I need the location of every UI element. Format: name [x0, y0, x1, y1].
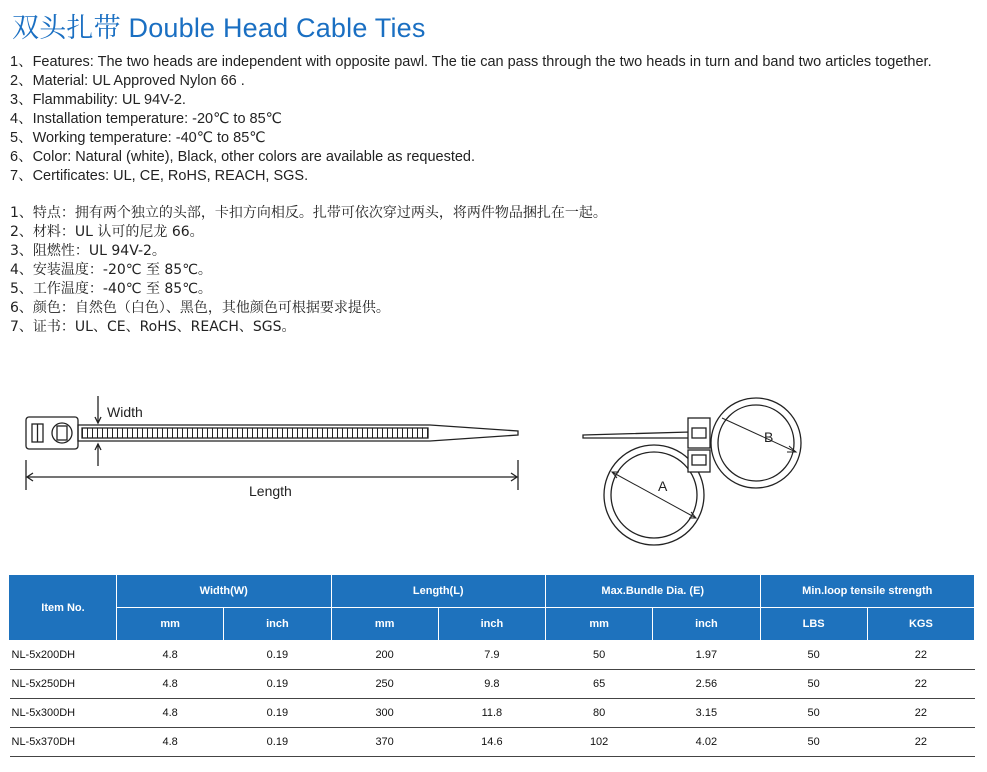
table-cell: 4.02 — [653, 728, 760, 757]
unit-header: LBS — [760, 608, 867, 641]
spec-table — [9, 574, 975, 757]
table-cell: 80 — [546, 699, 653, 728]
table-cell: NL-5x200DH — [10, 641, 117, 670]
table-cell: 50 — [760, 641, 867, 670]
table-cell: 11.8 — [438, 699, 545, 728]
group-header: Max.Bundle Dia. (E) — [546, 575, 761, 608]
features-list-chinese — [10, 204, 607, 337]
table-cell: 65 — [546, 670, 653, 699]
feature-item: 3、Flammability: UL 94V-2. — [10, 92, 186, 108]
table-cell: 3.15 — [653, 699, 760, 728]
table-cell: 14.6 — [438, 728, 545, 757]
item-no-header: Item No. — [10, 575, 117, 641]
table-row — [10, 699, 975, 728]
table-cell: 7.9 — [438, 641, 545, 670]
table-cell: 0.19 — [224, 670, 331, 699]
feature-item: 5、工作温度：-40℃ 至 85℃。 — [10, 281, 212, 297]
feature-item: 1、Features: The two heads are independent with opposite pawl. The tie can pass through the two heads in turn and band two articles together. — [10, 54, 932, 70]
table-cell: 22 — [867, 728, 974, 757]
feature-item: 3、阻燃性：UL 94V-2。 — [10, 243, 166, 259]
features-list-english — [10, 53, 932, 186]
length-label: Length — [249, 483, 292, 499]
group-header: Length(L) — [331, 575, 546, 608]
group-header: Width(W) — [117, 575, 332, 608]
feature-item: 6、颜色：自然色（白色）、黑色，其他颜色可根据要求提供。 — [10, 300, 390, 316]
feature-item: 6、Color: Natural (white), Black, other colors are available as requested. — [10, 149, 476, 165]
table-cell: 250 — [331, 670, 438, 699]
table-cell: 4.8 — [117, 670, 224, 699]
table-cell: 4.8 — [117, 728, 224, 757]
unit-header: mm — [117, 608, 224, 641]
table-cell: 22 — [867, 699, 974, 728]
feature-item: 2、Material: UL Approved Nylon 66 . — [10, 73, 245, 89]
table-cell: 0.19 — [224, 641, 331, 670]
table-cell: 50 — [760, 699, 867, 728]
loop-b — [711, 398, 801, 488]
table-cell: 22 — [867, 641, 974, 670]
width-label: Width — [107, 404, 143, 420]
table-cell: NL-5x300DH — [10, 699, 117, 728]
table-cell: 9.8 — [438, 670, 545, 699]
table-cell: 300 — [331, 699, 438, 728]
feature-item: 7、Certificates: UL, CE, RoHS, REACH, SGS. — [10, 168, 309, 184]
table-row — [10, 728, 975, 757]
feature-item: 2、材料：UL 认可的尼龙 66。 — [10, 224, 204, 240]
cable-tie-side-view — [26, 396, 518, 490]
table-cell: 2.56 — [653, 670, 760, 699]
table-cell: 4.8 — [117, 641, 224, 670]
table-cell: 102 — [546, 728, 653, 757]
feature-item: 4、Installation temperature: -20℃ to 85℃ — [10, 111, 282, 127]
table-cell: 200 — [331, 641, 438, 670]
table-cell: 0.19 — [224, 728, 331, 757]
unit-header: inch — [224, 608, 331, 641]
feature-item: 1、特点：拥有两个独立的头部，卡扣方向相反。扎带可依次穿过两头，将两件物品捆扎在一起。 — [10, 205, 607, 221]
table-cell: 50 — [760, 728, 867, 757]
table-cell: 0.19 — [224, 699, 331, 728]
table-cell: 4.8 — [117, 699, 224, 728]
feature-item: 4、安装温度：-20℃ 至 85℃。 — [10, 262, 212, 278]
table-row — [10, 641, 975, 670]
unit-header: KGS — [867, 608, 974, 641]
page-title: 双头扎带 Double Head Cable Ties — [12, 13, 426, 43]
unit-header: inch — [438, 608, 545, 641]
group-header: Min.loop tensile strength — [760, 575, 975, 608]
table-cell: 370 — [331, 728, 438, 757]
table-cell: 50 — [760, 670, 867, 699]
unit-header: mm — [331, 608, 438, 641]
table-row — [10, 670, 975, 699]
table-cell: 50 — [546, 641, 653, 670]
unit-header: mm — [546, 608, 653, 641]
table-cell: NL-5x370DH — [10, 728, 117, 757]
feature-item: 7、证书：UL、CE、RoHS、REACH、SGS。 — [10, 319, 296, 335]
cable-tie-diagram — [0, 380, 987, 570]
table-cell: NL-5x250DH — [10, 670, 117, 699]
feature-item: 5、Working temperature: -40℃ to 85℃ — [10, 130, 266, 146]
cable-tie-loop-view — [583, 398, 801, 545]
head-lower — [688, 450, 710, 472]
table-cell: 22 — [867, 670, 974, 699]
loop-a-label: A — [658, 478, 668, 494]
unit-header: inch — [653, 608, 760, 641]
loop-b-label: B — [764, 429, 774, 445]
head-upper — [688, 418, 710, 448]
table-cell: 1.97 — [653, 641, 760, 670]
